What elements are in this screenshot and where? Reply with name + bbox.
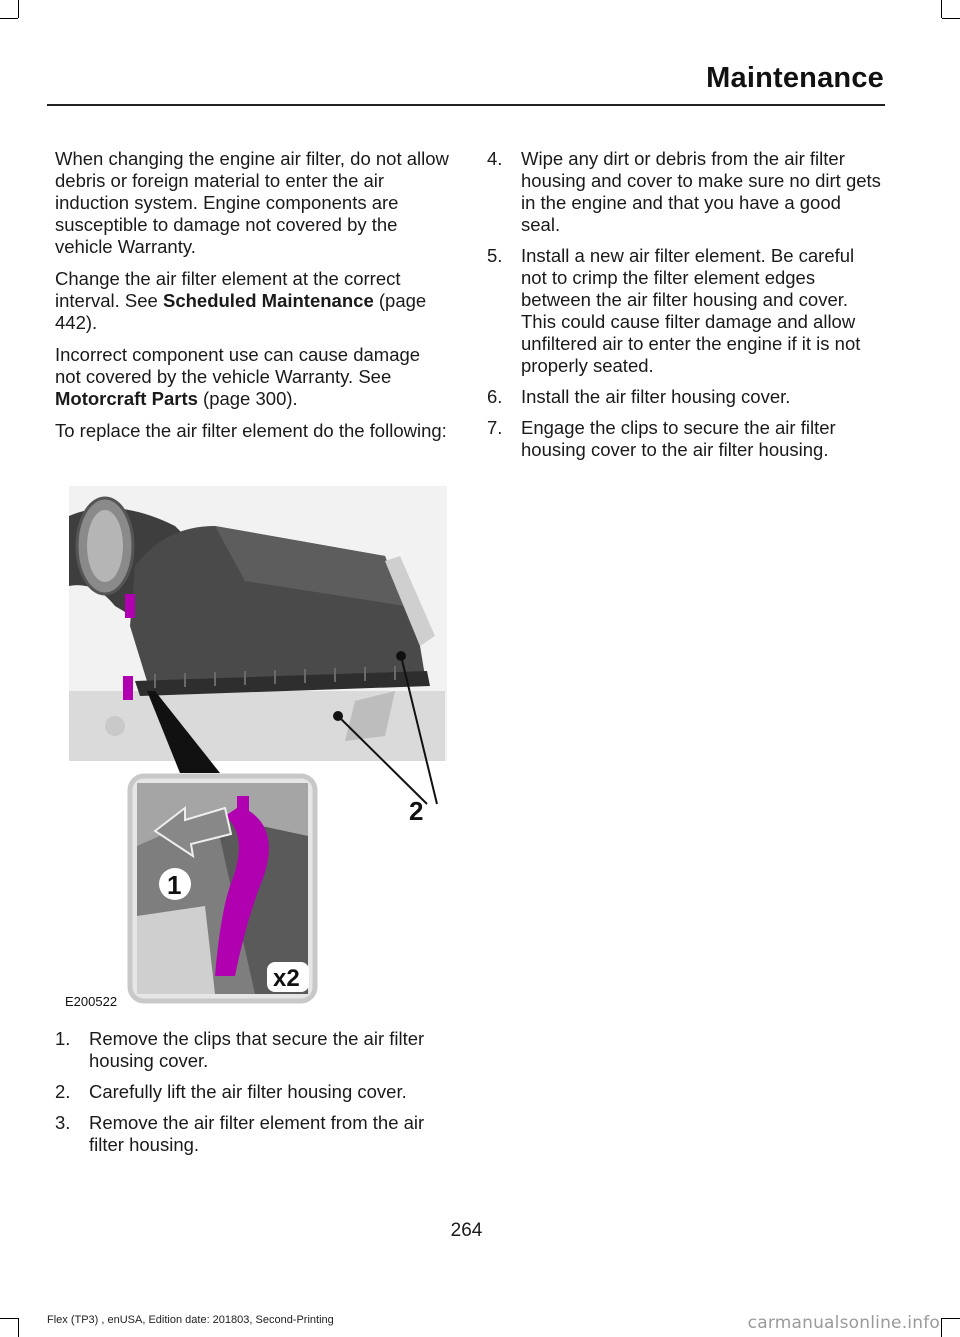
list-item	[55, 1112, 450, 1156]
step-text: Install the air filter housing cover.	[521, 386, 791, 407]
step-number: 2.	[55, 1081, 71, 1102]
header-divider	[47, 104, 885, 106]
step-text: Remove the air filter element from the air filter housing.	[89, 1112, 425, 1155]
page-ref: (page 442).	[55, 290, 427, 333]
page-title: Maintenance	[706, 62, 884, 94]
step-number: 5.	[487, 245, 503, 266]
clip-icon	[123, 676, 133, 700]
right-column	[487, 148, 881, 470]
list-item	[487, 148, 881, 236]
crop-mark	[941, 0, 942, 18]
step-text: Install a new air filter element. Be careful not to crimp the filter element edges between the air filter housing and cover. This could cause filter damage and allow unfiltered air to enter the engine if it is not properly seated.	[521, 245, 861, 376]
list-item	[487, 245, 881, 377]
page-ref: (page 300).	[197, 388, 298, 409]
list-item	[487, 417, 881, 461]
callout-2: 2	[409, 796, 424, 826]
list-item	[487, 386, 881, 408]
crop-mark	[18, 0, 19, 18]
crop-mark	[18, 1318, 19, 1337]
step-text: Engage the clips to secure the air filter housing cover to the air filter housing.	[521, 417, 836, 460]
paragraph-text: Change the air filter element at the correct interval. See	[55, 268, 401, 311]
scheduled-maintenance-link[interactable]: Scheduled Maintenance	[162, 290, 374, 311]
callout-1: 1	[167, 870, 182, 900]
air-filter-figure	[55, 486, 450, 1011]
step-number: 6.	[487, 386, 503, 407]
crop-mark	[942, 1318, 960, 1319]
list-item	[55, 1028, 450, 1072]
paragraph-interval	[55, 268, 450, 334]
paragraph-parts	[55, 344, 450, 410]
paragraph-warranty: When changing the engine air filter, do not allow debris or foreign material to enter the air induction system. Engine components are susceptible to damage not covered by the vehicle Warranty.	[55, 148, 449, 257]
step-number: 7.	[487, 417, 503, 438]
step-text: Wipe any dirt or debris from the air filter housing and cover to make sure no dirt gets in the engine and that you have a good seal.	[521, 148, 881, 235]
multiplier-label: x2	[273, 965, 300, 992]
crop-mark	[941, 1318, 942, 1337]
paragraph-text: Incorrect component use can cause damage not covered by the vehicle Warranty. See	[55, 344, 421, 387]
clip-icon	[125, 594, 135, 618]
footer-edition: Flex (TP3) , enUSA, Edition date: 201803, Second-Printing	[47, 1314, 334, 1326]
figure-id: E200522	[65, 994, 118, 1009]
step-text: Remove the clips that secure the air filter housing cover.	[89, 1028, 425, 1071]
step-number: 4.	[487, 148, 503, 169]
step-text: Carefully lift the air filter housing cover.	[89, 1081, 407, 1102]
list-item	[55, 1081, 450, 1103]
paragraph-intro: To replace the air filter element do the following:	[55, 420, 447, 441]
motorcraft-parts-link[interactable]: Motorcraft Parts	[55, 388, 198, 409]
left-steps	[55, 1028, 450, 1165]
step-number: 1.	[55, 1028, 71, 1049]
crop-mark	[942, 18, 960, 19]
left-column	[55, 148, 450, 452]
crop-mark	[0, 18, 18, 19]
step-number: 3.	[55, 1112, 71, 1133]
crop-mark	[0, 1318, 18, 1319]
watermark: carmanualsonline.info	[747, 1313, 940, 1333]
page-number: 264	[450, 1220, 483, 1241]
